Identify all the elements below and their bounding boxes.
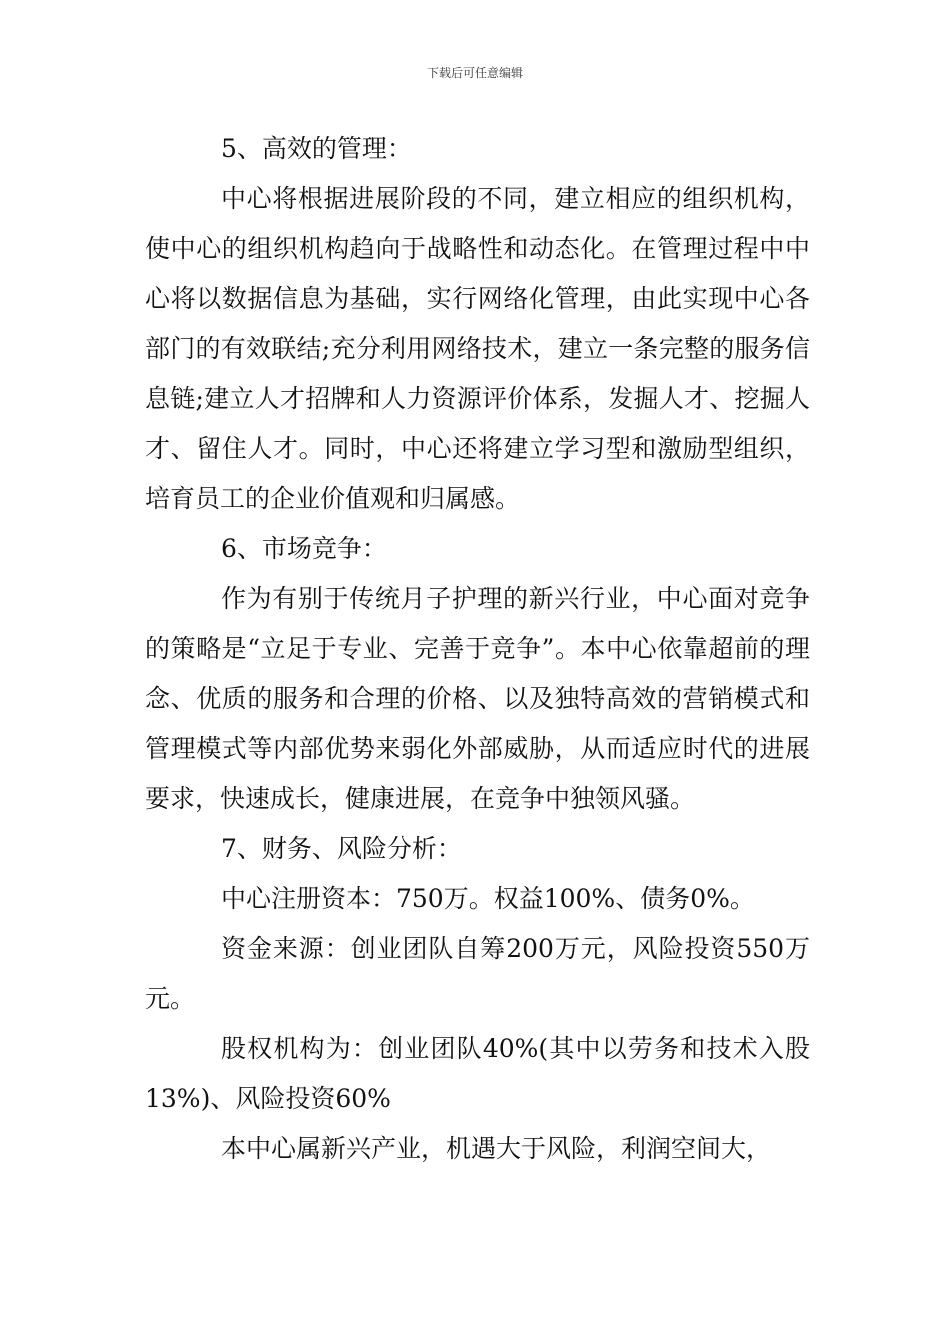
section-heading-competition: 6、市场竞争： <box>221 534 387 563</box>
paragraph-registered-capital: 中心注册资本：750万。权益100%、债务0%。 <box>221 884 755 913</box>
paragraph-equity-structure: 股权机构为：创业团队40%(其中以劳务和技术入股13%)、风险投资60% <box>145 1034 810 1113</box>
paragraph-management: 中心将根据进展阶段的不同，建立相应的组织机构，使中心的组织机构趋向于战略性和动态化。在管理过程中中心将以数据信息为基础，实行网络化管理，由此实现中心各部门的有效联结;充分利用网络技术，建立一条完整的服务信息链;建立人才招牌和人力资源评价体系，发掘人才、挖掘人才、留住人才。同时，中心还将建立学习型和激励型组织，培育员工的企业价值观和归属感。 <box>145 184 810 513</box>
section-heading-finance-risk: 7、财务、风险分析： <box>221 834 462 863</box>
document-body <box>145 124 810 1174</box>
paragraph-funding-source: 资金来源：创业团队自筹200万元，风险投资550万元。 <box>145 934 810 1013</box>
paragraph-risk-opportunity: 本中心属新兴产业，机遇大于风险，利润空间大， <box>221 1134 772 1163</box>
page-header: 下载后可任意编辑 <box>426 66 523 80</box>
section-heading-management: 5、高效的管理： <box>221 134 412 163</box>
paragraph-competition: 作为有别于传统月子护理的新兴行业，中心面对竞争的策略是“立足于专业、完善于竞争”。本中心依靠超前的理念、优质的服务和合理的价格、以及独特高效的营销模式和管理模式等内部优势来弱化外部威胁，从而适应时代的进展要求，快速成长，健康进展，在竞争中独领风骚。 <box>145 584 810 813</box>
